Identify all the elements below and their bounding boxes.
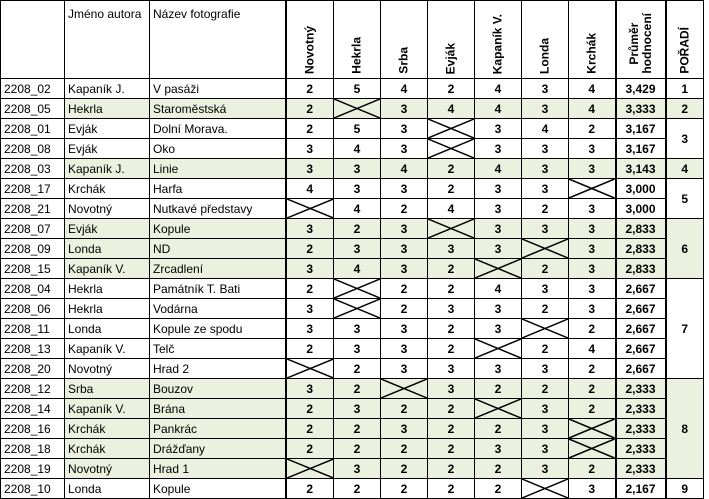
score-cell: 2 [334,359,381,379]
excluded-cross-cell [475,399,522,419]
author-cell: Krchák [65,419,150,439]
cross-mark-icon [569,179,615,198]
excluded-cross-cell [522,319,569,339]
table-row [1,419,704,439]
table-row [1,179,704,199]
score-cell: 3 [381,239,428,259]
excluded-cross-cell [334,279,381,299]
rank-cell: 6 [666,219,704,279]
table-row [1,459,704,479]
score-cell: 4 [286,179,334,199]
score-cell: 3 [522,359,569,379]
photo-id-cell: 2208_20 [1,359,65,379]
score-cell: 2 [334,439,381,459]
score-cell: 3 [381,419,428,439]
score-cell: 4 [334,139,381,159]
score-cell: 4 [334,259,381,279]
table-row [1,159,704,179]
score-cell: 2 [381,299,428,319]
score-cell: 3 [381,359,428,379]
score-cell: 3 [522,219,569,239]
score-cell: 2 [381,479,428,499]
average-cell: 3,143 [616,159,666,179]
score-cell: 3 [334,339,381,359]
table-row [1,399,704,419]
average-cell: 2,667 [616,359,666,379]
average-cell: 3,167 [616,139,666,159]
author-cell: Londa [65,479,150,499]
score-cell: 3 [334,459,381,479]
author-cell: Londa [65,239,150,259]
photo-id-cell: 2208_19 [1,459,65,479]
table-row [1,139,704,159]
photo-id-cell: 2208_14 [1,399,65,419]
score-cell: 4 [428,99,475,119]
excluded-cross-cell [381,379,428,399]
header-average: Průměr hodnocení [616,1,666,79]
average-cell: 2,667 [616,279,666,299]
score-cell: 2 [381,459,428,479]
score-cell: 2 [286,399,334,419]
photo-title-cell: Harfa [150,179,286,199]
score-cell: 3 [522,459,569,479]
rank-cell: 2 [666,99,704,119]
score-cell: 2 [286,439,334,459]
score-cell: 3 [522,139,569,159]
score-cell: 2 [428,339,475,359]
cross-mark-icon [475,259,521,278]
score-cell: 2 [522,379,569,399]
score-cell: 2 [428,399,475,419]
score-cell: 3 [286,379,334,399]
score-cell: 5 [334,79,381,99]
score-cell: 4 [428,199,475,219]
average-cell: 2,667 [616,319,666,339]
score-cell: 3 [428,239,475,259]
photo-id-cell: 2208_18 [1,439,65,459]
average-cell: 2,833 [616,239,666,259]
table-row [1,219,704,239]
score-cell: 3 [381,219,428,239]
cross-mark-icon [522,319,568,338]
score-cell: 2 [286,239,334,259]
excluded-cross-cell [522,479,569,499]
score-cell: 2 [428,479,475,499]
average-cell: 3,333 [616,99,666,119]
score-cell: 4 [522,119,569,139]
cross-mark-icon [287,459,334,478]
average-cell: 2,833 [616,259,666,279]
author-cell: Kapaník V. [65,339,150,359]
author-cell: Novotný [65,359,150,379]
score-cell: 2 [334,219,381,239]
average-cell: 2,333 [616,419,666,439]
header-author: Jméno autora [65,1,150,79]
score-cell: 3 [286,299,334,319]
author-cell: Srba [65,379,150,399]
score-cell: 3 [522,79,569,99]
table-row [1,439,704,459]
photo-title-cell: Linie [150,159,286,179]
score-cell: 3 [475,239,522,259]
cross-mark-icon [428,139,474,158]
score-cell: 2 [475,459,522,479]
rank-cell: 3 [666,119,704,159]
table-row [1,239,704,259]
score-cell: 3 [334,159,381,179]
score-cell: 3 [475,439,522,459]
score-cell: 3 [428,299,475,319]
score-cell: 3 [475,299,522,319]
score-cell: 3 [569,199,616,219]
score-cell: 3 [475,359,522,379]
score-cell: 3 [334,399,381,419]
score-cell: 2 [522,299,569,319]
score-cell: 2 [475,479,522,499]
score-cell: 2 [428,179,475,199]
score-cell: 2 [334,419,381,439]
photo-id-cell: 2208_17 [1,179,65,199]
header-title: Název fotografie [150,1,286,79]
rank-cell: 4 [666,159,704,179]
score-cell: 3 [381,179,428,199]
cross-mark-icon [428,219,474,238]
score-cell: 2 [522,339,569,359]
photo-title-cell: Telč [150,339,286,359]
photo-id-cell: 2208_09 [1,239,65,259]
average-cell: 2,667 [616,339,666,359]
score-cell: 3 [381,319,428,339]
table-row [1,319,704,339]
excluded-cross-cell [286,359,334,379]
table-row [1,479,704,499]
score-cell: 3 [475,199,522,219]
score-cell: 2 [428,259,475,279]
average-cell: 3,000 [616,179,666,199]
cross-mark-icon [334,99,380,118]
score-cell: 4 [475,279,522,299]
photo-id-cell: 2208_07 [1,219,65,239]
score-cell: 2 [428,459,475,479]
photo-id-cell: 2208_06 [1,299,65,319]
photo-id-cell: 2208_15 [1,259,65,279]
cross-mark-icon [475,399,521,418]
header-judge: Kapaník V. [475,1,522,79]
table-row [1,279,704,299]
excluded-cross-cell [428,119,475,139]
table-row [1,119,704,139]
author-cell: Krchák [65,179,150,199]
score-cell: 2 [475,419,522,439]
photo-id-cell: 2208_10 [1,479,65,499]
score-cell: 3 [428,359,475,379]
cross-mark-icon [522,239,568,258]
cross-mark-icon [287,199,334,218]
score-cell: 4 [569,339,616,359]
rank-cell: 8 [666,379,704,479]
photo-title-cell: Kopule [150,219,286,239]
score-cell: 2 [334,479,381,499]
score-cell: 3 [286,139,334,159]
cross-mark-icon [334,299,380,318]
score-cell: 3 [286,259,334,279]
score-cell: 4 [381,159,428,179]
header-id-empty [1,1,65,79]
score-cell: 3 [569,299,616,319]
photo-title-cell: Památník T. Bati [150,279,286,299]
score-cell: 2 [381,199,428,219]
photo-title-cell: Nutkavé představy [150,199,286,219]
score-cell: 3 [569,219,616,239]
score-cell: 2 [334,379,381,399]
rank-cell: 9 [666,479,704,499]
score-cell: 5 [334,119,381,139]
table-row [1,359,704,379]
photo-title-cell: Dolní Morava. [150,119,286,139]
author-cell: Evják [65,139,150,159]
excluded-cross-cell [569,179,616,199]
cross-mark-icon [381,379,427,398]
score-cell: 4 [334,199,381,219]
photo-title-cell: Bouzov [150,379,286,399]
score-cell: 3 [475,219,522,239]
author-cell: Krchák [65,439,150,459]
score-cell: 2 [381,439,428,459]
photo-id-cell: 2208_16 [1,419,65,439]
header-judge: Krchák [569,1,616,79]
header-row [1,1,704,79]
table-row [1,199,704,219]
rank-cell: 7 [666,279,704,379]
cross-mark-icon [475,339,521,358]
score-cell: 3 [569,259,616,279]
cross-mark-icon [569,439,615,458]
score-cell: 2 [475,379,522,399]
score-cell: 2 [569,459,616,479]
table-row [1,259,704,279]
photo-title-cell: V pasáži [150,79,286,99]
score-cell: 3 [569,139,616,159]
score-cell: 3 [522,179,569,199]
score-cell: 3 [569,159,616,179]
excluded-cross-cell [522,239,569,259]
score-cell: 3 [569,279,616,299]
average-cell: 2,333 [616,399,666,419]
score-cell: 2 [522,199,569,219]
score-cell: 3 [286,319,334,339]
photo-title-cell: Pankrác [150,419,286,439]
photo-title-cell: Drážďany [150,439,286,459]
table-row [1,339,704,359]
cross-mark-icon [569,419,615,438]
score-cell: 4 [475,79,522,99]
score-cell: 3 [522,399,569,419]
author-cell: Kapaník J. [65,79,150,99]
photo-id-cell: 2208_13 [1,339,65,359]
author-cell: Hekrla [65,299,150,319]
cross-mark-icon [334,279,380,298]
photo-title-cell: Hrad 1 [150,459,286,479]
score-cell: 2 [569,319,616,339]
excluded-cross-cell [428,219,475,239]
score-cell: 3 [522,419,569,439]
excluded-cross-cell [428,139,475,159]
score-cell: 3 [334,239,381,259]
score-cell: 3 [569,239,616,259]
score-cell: 3 [286,219,334,239]
author-cell: Londa [65,319,150,339]
photo-id-cell: 2208_02 [1,79,65,99]
score-cell: 3 [381,119,428,139]
score-cell: 3 [381,259,428,279]
photo-title-cell: Staroměstská [150,99,286,119]
photo-id-cell: 2208_21 [1,199,65,219]
score-cell: 2 [286,479,334,499]
photo-title-cell: Hrad 2 [150,359,286,379]
photo-title-cell: Oko [150,139,286,159]
average-cell: 3,429 [616,79,666,99]
score-cell: 2 [428,419,475,439]
score-cell: 3 [334,179,381,199]
author-cell: Kapaník V. [65,399,150,419]
score-cell: 2 [286,119,334,139]
score-cell: 2 [381,399,428,419]
photo-id-cell: 2208_03 [1,159,65,179]
photo-title-cell: Kopule [150,479,286,499]
score-cell: 3 [334,319,381,339]
photo-title-cell: ND [150,239,286,259]
author-cell: Hekrla [65,279,150,299]
excluded-cross-cell [286,199,334,219]
table-row [1,99,704,119]
average-cell: 2,333 [616,459,666,479]
score-cell: 4 [475,159,522,179]
header-judge: Londa [522,1,569,79]
score-cell: 3 [522,99,569,119]
excluded-cross-cell [475,259,522,279]
average-cell: 2,667 [616,299,666,319]
score-cell: 2 [428,159,475,179]
score-cell: 3 [475,179,522,199]
average-cell: 2,333 [616,439,666,459]
score-cell: 2 [569,119,616,139]
score-cell: 3 [475,139,522,159]
photo-title-cell: Brána [150,399,286,419]
photo-id-cell: 2208_01 [1,119,65,139]
score-cell: 2 [428,319,475,339]
score-cell: 2 [428,79,475,99]
header-judge: Hekrla [334,1,381,79]
score-cell: 4 [381,79,428,99]
score-cell: 3 [522,279,569,299]
author-cell: Kapaník J. [65,159,150,179]
average-cell: 3,000 [616,199,666,219]
score-cell: 3 [522,439,569,459]
author-cell: Evják [65,219,150,239]
score-cell: 2 [286,279,334,299]
author-cell: Evják [65,119,150,139]
photo-id-cell: 2208_08 [1,139,65,159]
score-cell: 2 [569,399,616,419]
score-cell: 2 [569,359,616,379]
score-cell: 2 [286,99,334,119]
cross-mark-icon [522,479,568,498]
header-rank: POŘADÍ [666,1,704,79]
photo-id-cell: 2208_04 [1,279,65,299]
average-cell: 2,833 [616,219,666,239]
table-row [1,79,704,99]
author-cell: Kapaník V. [65,259,150,279]
score-cell: 3 [475,119,522,139]
table-row [1,379,704,399]
score-cell: 3 [475,319,522,339]
photo-id-cell: 2208_05 [1,99,65,119]
header-judge: Evják [428,1,475,79]
score-cell: 2 [381,279,428,299]
score-cell: 2 [286,339,334,359]
author-cell: Novotný [65,199,150,219]
score-cell: 4 [569,79,616,99]
average-cell: 2,167 [616,479,666,499]
score-cell: 2 [286,79,334,99]
rank-cell: 5 [666,179,704,219]
score-cell: 2 [569,379,616,399]
score-cell: 3 [286,159,334,179]
score-cell: 4 [475,99,522,119]
excluded-cross-cell [475,339,522,359]
score-cell: 3 [381,99,428,119]
cross-mark-icon [428,119,474,138]
score-cell: 4 [569,99,616,119]
photo-title-cell: Vodárna [150,299,286,319]
photo-title-cell: Kopule ze spodu [150,319,286,339]
excluded-cross-cell [569,419,616,439]
cross-mark-icon [287,359,334,378]
excluded-cross-cell [569,439,616,459]
score-cell: 3 [381,139,428,159]
score-cell: 2 [428,439,475,459]
score-cell: 3 [522,159,569,179]
average-cell: 3,167 [616,119,666,139]
header-judge: Srba [381,1,428,79]
table-row [1,299,704,319]
author-cell: Hekrla [65,99,150,119]
excluded-cross-cell [334,299,381,319]
score-cell: 2 [522,259,569,279]
photo-title-cell: Zrcadlení [150,259,286,279]
score-cell: 2 [286,419,334,439]
average-cell: 2,333 [616,379,666,399]
score-cell: 3 [381,339,428,359]
rank-cell: 1 [666,79,704,99]
score-cell: 3 [428,379,475,399]
excluded-cross-cell [286,459,334,479]
photo-id-cell: 2208_12 [1,379,65,399]
photo-id-cell: 2208_11 [1,319,65,339]
score-cell: 2 [428,279,475,299]
header-judge: Novotný [286,1,334,79]
excluded-cross-cell [334,99,381,119]
author-cell: Novotný [65,459,150,479]
score-cell: 3 [569,479,616,499]
